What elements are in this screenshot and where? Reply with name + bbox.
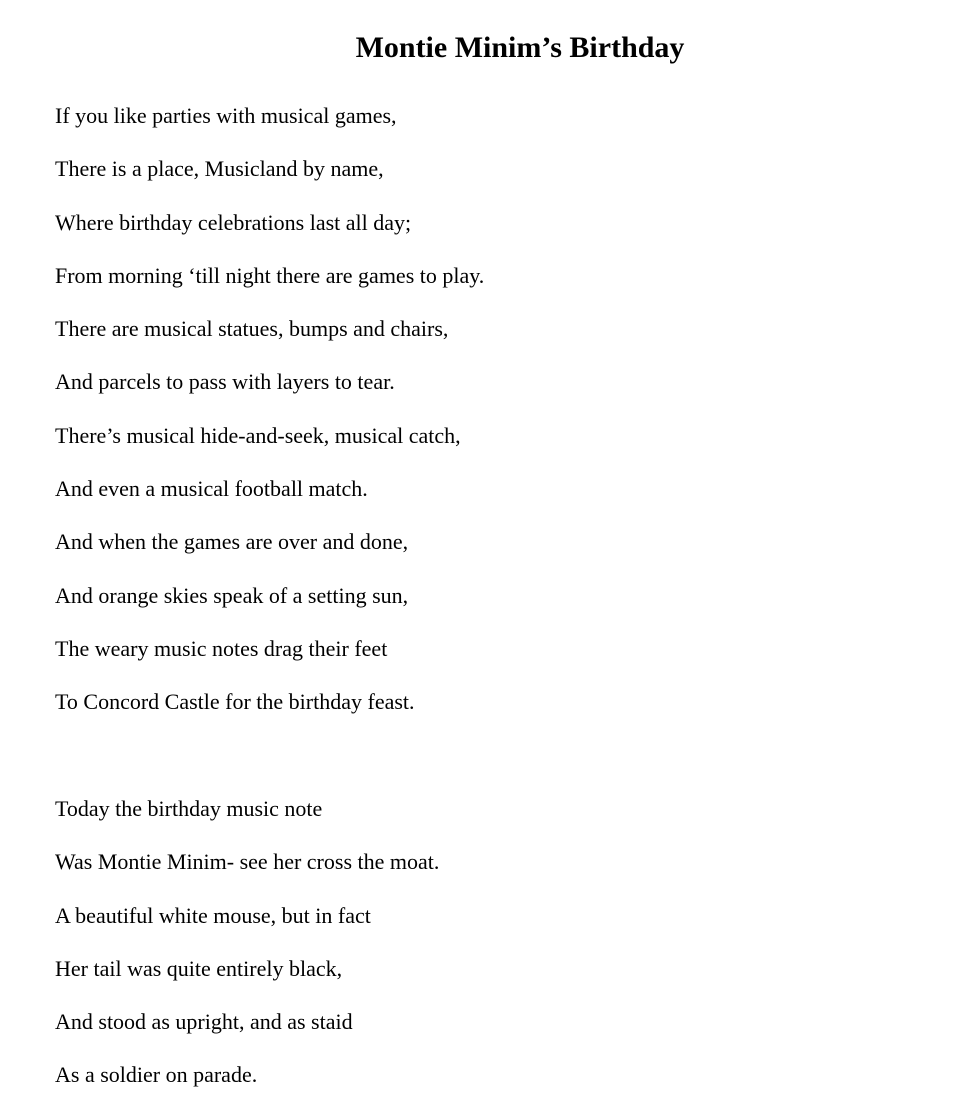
poem-line: And stood as upright, and as staid <box>55 1009 353 1035</box>
poem-title: Montie Minim’s Birthday <box>355 31 685 65</box>
poem-line: Her tail was quite entirely black, <box>55 955 343 981</box>
stanza-2 <box>55 794 439 1114</box>
poem-line: From morning ‘till night there are games to play. <box>55 262 485 288</box>
stanza-1 <box>55 101 484 741</box>
poem-line: And orange skies speak of a setting sun, <box>55 582 409 608</box>
poem-line: There are musical statues, bumps and chairs, <box>55 316 449 342</box>
poem-line: If you like parties with musical games, <box>55 103 397 128</box>
poem-line: A beautiful white mouse, but in fact <box>55 902 371 928</box>
poem-line: To Concord Castle for the birthday feast. <box>55 689 415 715</box>
poem-line: And when the games are over and done, <box>55 529 409 555</box>
poem-line: There’s musical hide-and-seek, musical catch, <box>55 422 461 448</box>
poem-line: Where birthday celebrations last all day; <box>55 209 412 235</box>
poem-line: And parcels to pass with layers to tear. <box>55 369 395 395</box>
poem-line: As a soldier on parade. <box>55 1062 258 1088</box>
poem-line: Was Montie Minim- see her cross the moat. <box>55 849 440 875</box>
poem-line: Today the birthday music note <box>55 796 323 821</box>
poem-line: There is a place, Musicland by name, <box>55 156 384 182</box>
poem-line: And even a musical football match. <box>55 476 368 502</box>
poem-line: The weary music notes drag their feet <box>55 635 388 661</box>
